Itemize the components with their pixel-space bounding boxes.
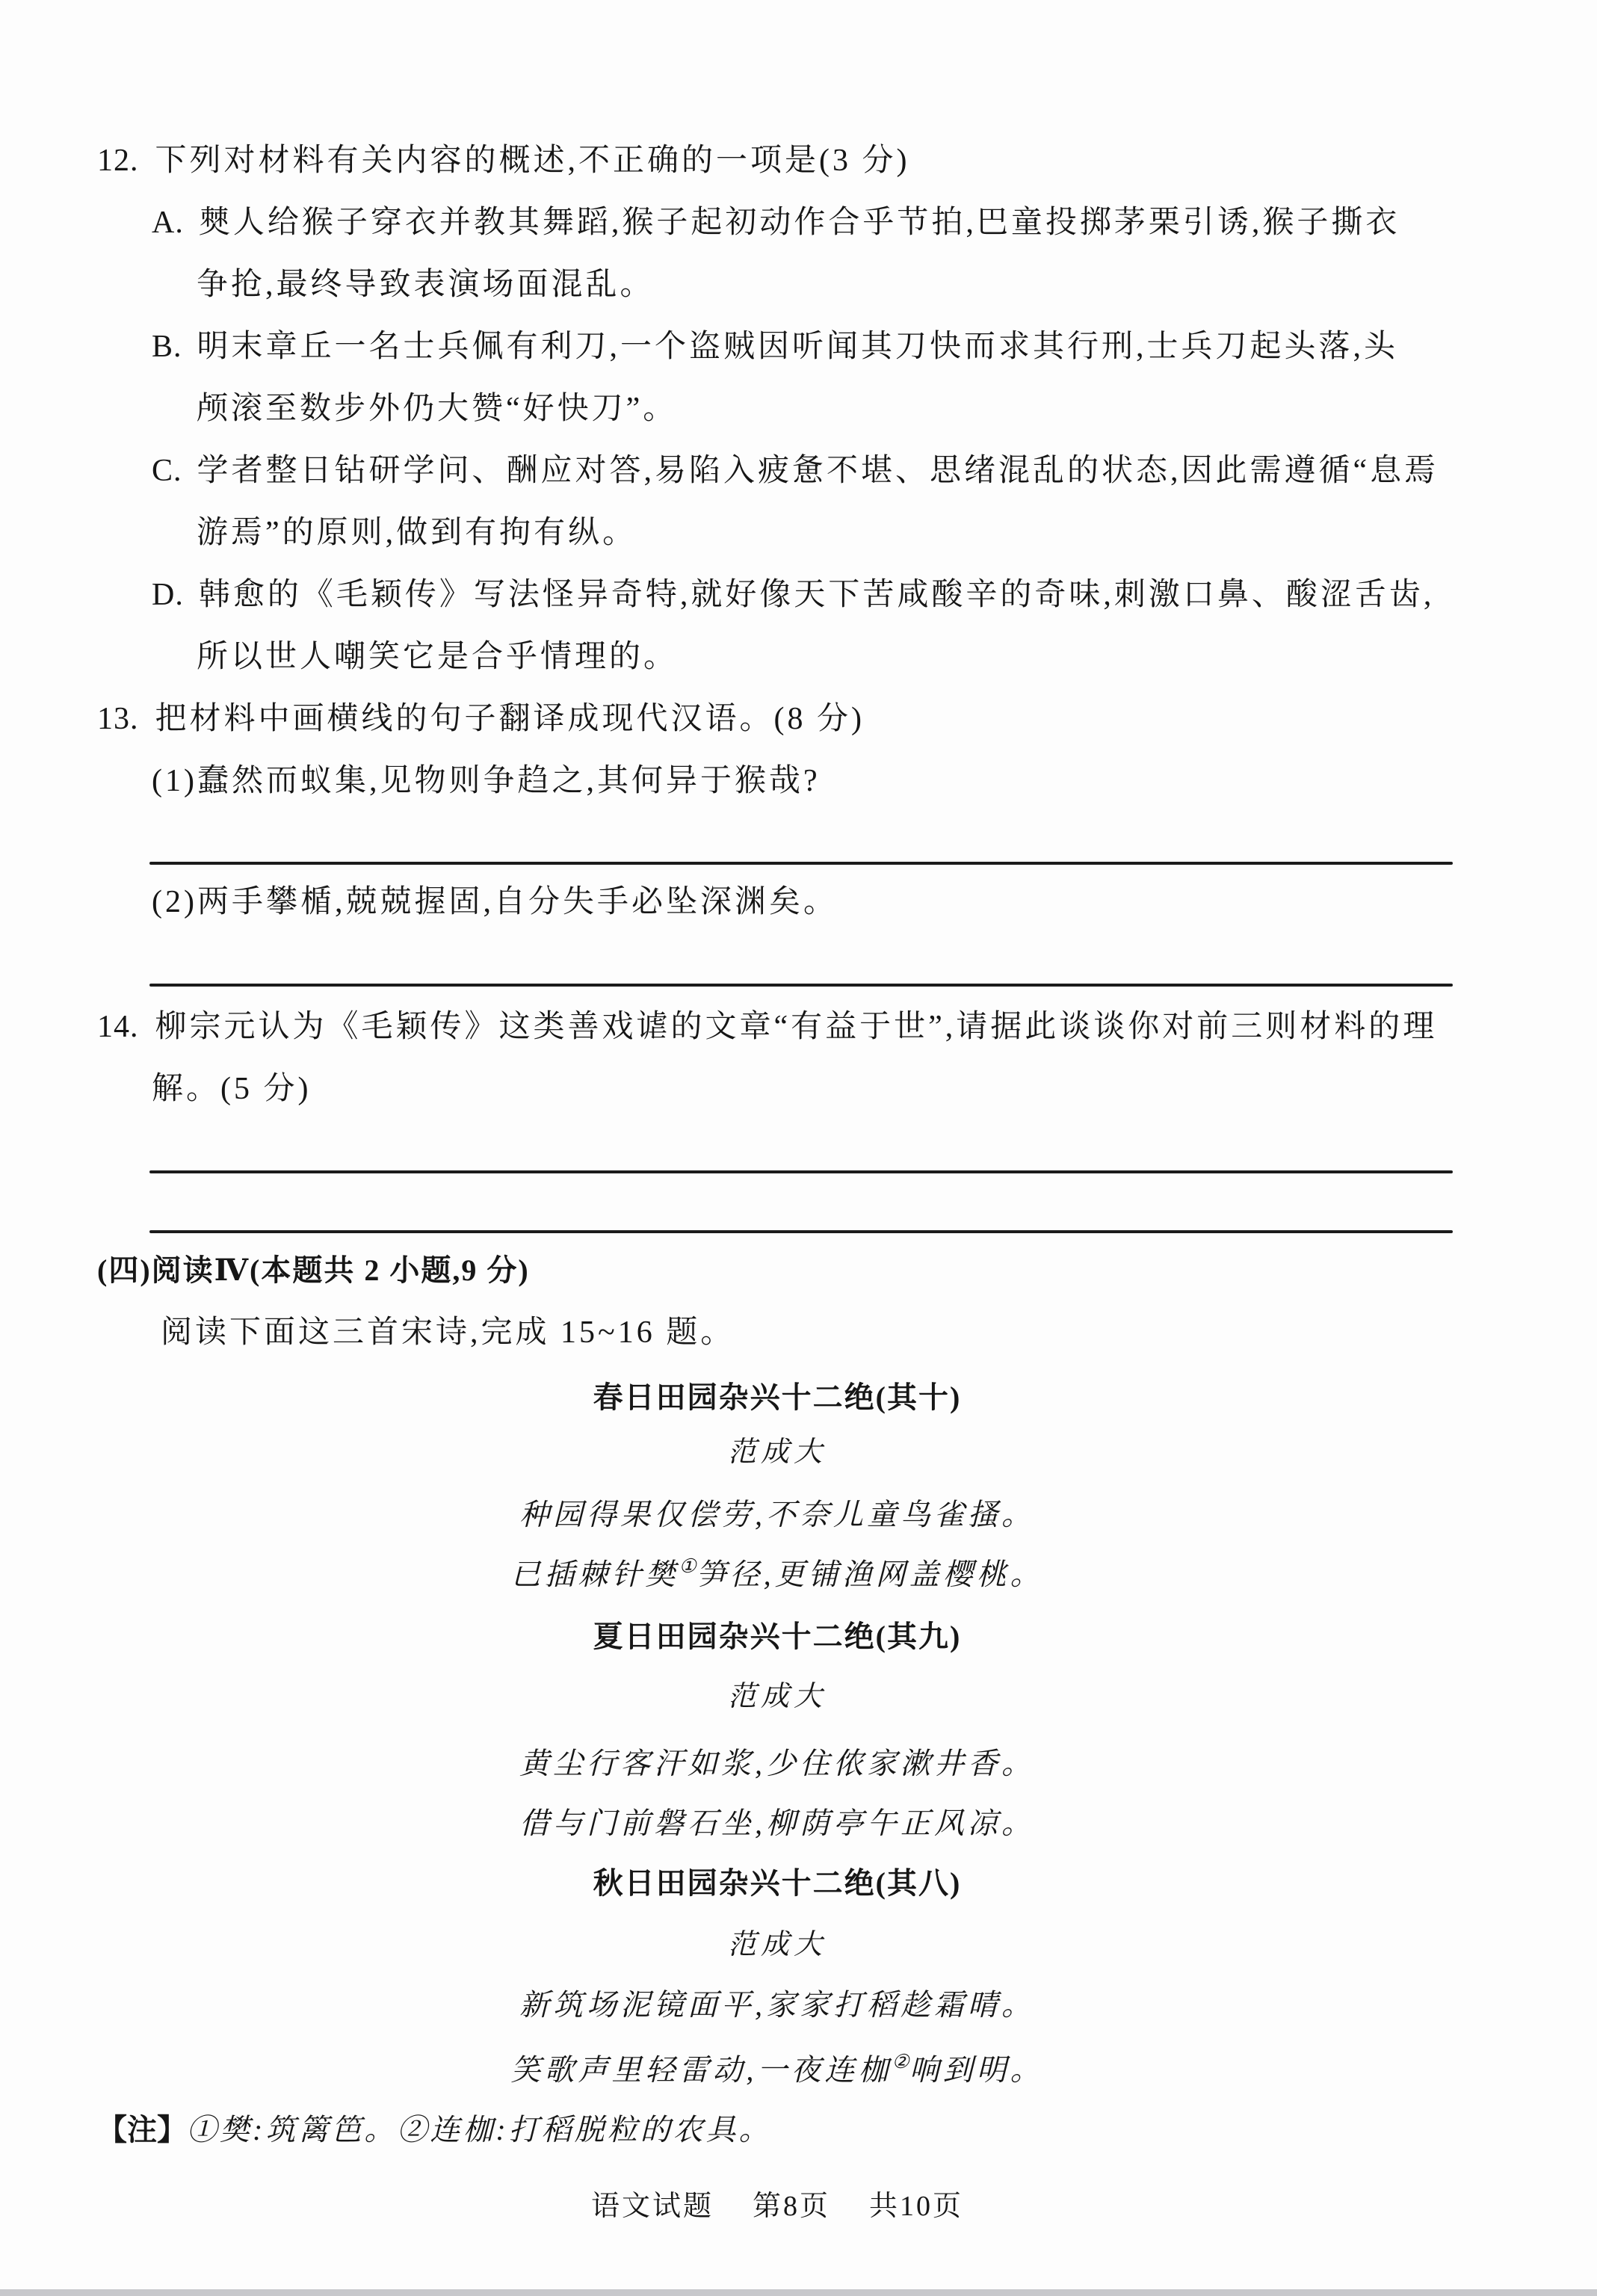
option-b-label: B.: [152, 330, 182, 364]
poem-2-verse-1-text: 黄尘行客汗如浆,少住侬家漱井香。: [519, 1747, 1035, 1780]
poem-3-title-text: 秋日田园杂兴十二绝(其八): [593, 1866, 962, 1900]
section-4-header-text: (四)阅读Ⅳ(本题共 2 小题,9 分): [97, 1253, 530, 1287]
option-a-line-1: [152, 202, 1400, 244]
option-c-line-1: [152, 450, 1439, 492]
poem-3-verse-1: [97, 1984, 1457, 2026]
poem-3-verse-2-pre: 笑歌声里轻雷动,一夜连枷: [510, 2053, 892, 2087]
question-13-sub-2: [152, 881, 838, 923]
option-a-text-2: 争抢,最终导致表演场面混乱。: [197, 268, 655, 302]
option-a-text-1: 僰人给猴子穿衣并教其舞蹈,猴子起初动作合乎节拍,巴童投掷茅栗引诱,猴子撕衣: [198, 206, 1400, 240]
answer-line-3: [149, 1170, 1453, 1173]
option-d-text-2: 所以世人嘲笑它是合乎情理的。: [197, 640, 679, 674]
footer-page-current: 第8页: [752, 2191, 830, 2222]
footnote-ref-1: ①: [679, 1555, 696, 1577]
option-d-text-1: 韩愈的《毛颖传》写法怪异奇特,就好像天下苦咸酸辛的奇味,刺激口鼻、酸涩舌齿,: [198, 578, 1435, 612]
footer-doc-title: 语文试题: [590, 2191, 714, 2222]
answer-line-4: [149, 1230, 1453, 1233]
option-b-line-2: [197, 388, 677, 430]
poem-2-verse-1: [97, 1743, 1457, 1785]
poem-1-author: [97, 1431, 1457, 1473]
option-c-line-2: [197, 512, 637, 554]
footnote-ref-2: ②: [892, 2051, 909, 2073]
section-4-header: [97, 1250, 530, 1292]
poem-footnote-text: ①樊:筑篱笆。②连枷:打稻脱粒的农具。: [187, 2113, 772, 2147]
poem-3-verse-2: [97, 2049, 1457, 2095]
answer-line-1: [149, 862, 1453, 865]
question-14-number: 14.: [97, 1010, 139, 1044]
poem-footnote-label: 【注】: [97, 2113, 187, 2147]
option-d-line-2: [197, 636, 678, 678]
section-4-intro: [161, 1312, 735, 1354]
poem-3-author-text: 范成大: [727, 1929, 827, 1960]
poem-1-verse-1-text: 种园得果仅偿劳,不奈儿童鸟雀搔。: [519, 1498, 1035, 1531]
poem-3-title: [97, 1863, 1457, 1904]
poem-2-author-text: 范成大: [727, 1681, 827, 1712]
section-4-intro-text: 阅读下面这三首宋诗,完成 15~16 题。: [161, 1315, 735, 1350]
question-14-line-2: [152, 1068, 311, 1110]
question-14-text-1: 柳宗元认为《毛颖传》这类善戏谑的文章“有益于世”,请据此谈谈你对前三则材料的理: [155, 1010, 1438, 1044]
question-12-stem-line: [97, 140, 909, 182]
option-b-line-1: [152, 326, 1398, 368]
scan-bottom-edge: [0, 2289, 1597, 2296]
option-a-label: A.: [152, 206, 184, 240]
question-13-stem: 把材料中画横线的句子翻译成现代汉语。(8 分): [155, 702, 865, 736]
poem-1-author-text: 范成大: [727, 1436, 827, 1468]
poem-3-verse-1-text: 新筑场泥镜面平,家家打稻趁霜晴。: [519, 1988, 1035, 2022]
question-12-stem: 下列对材料有关内容的概述,不正确的一项是(3 分): [155, 144, 910, 178]
page-footer: [97, 2185, 1457, 2227]
poem-3-verse-2-post: 响到明。: [909, 2053, 1044, 2087]
poem-2-verse-2-text: 借与门前磐石坐,柳荫亭午正风凉。: [519, 1806, 1035, 1840]
question-13-sub-1: [152, 760, 821, 802]
question-14-line-1: [97, 1006, 1437, 1048]
option-a-line-2: [197, 264, 655, 306]
question-12-number: 12.: [97, 144, 139, 178]
poem-1-title: [97, 1377, 1457, 1419]
answer-line-2: [149, 984, 1453, 987]
question-14-text-2: 解。(5 分): [152, 1072, 312, 1106]
poem-1-verse-2-post: 笋径,更铺渔网盖樱桃。: [696, 1558, 1044, 1591]
question-13-sub-1-text: (1)蠢然而蚁集,见物则争趋之,其何异于猴哉?: [152, 764, 821, 798]
poem-2-author: [97, 1676, 1457, 1718]
poem-1-verse-2-pre: 已插棘针樊: [510, 1558, 679, 1591]
option-c-text-2: 游焉”的原则,做到有拘有纵。: [197, 516, 637, 550]
poem-footnote: [97, 2109, 772, 2151]
poem-1-title-text: 春日田园杂兴十二绝(其十): [593, 1380, 962, 1414]
poem-3-author: [97, 1924, 1457, 1966]
question-13-sub-2-text: (2)两手攀楯,兢兢握固,自分失手必坠深渊矣。: [152, 885, 838, 919]
poem-1-verse-2: [97, 1554, 1457, 1599]
poem-2-title: [97, 1616, 1457, 1658]
option-b-text-2: 颅滚至数步外仍大赞“好快刀”。: [197, 392, 678, 426]
option-b-text-1: 明末章丘一名士兵佩有利刀,一个盗贼因听闻其刀快而求其行刑,士兵刀起头落,头: [197, 330, 1399, 364]
poem-2-verse-2: [97, 1803, 1457, 1845]
poem-2-title-text: 夏日田园杂兴十二绝(其九): [593, 1620, 962, 1653]
footer-page-total: 共10页: [869, 2191, 964, 2222]
option-d-line-1: [152, 574, 1434, 616]
option-c-text-1: 学者整日钻研学问、酬应对答,易陷入疲惫不堪、思绪混乱的状态,因此需遵循“息焉: [197, 454, 1439, 488]
question-13-stem-line: [97, 698, 865, 740]
option-d-label: D.: [152, 578, 184, 612]
question-13-number: 13.: [97, 702, 139, 736]
poem-1-verse-1: [97, 1494, 1457, 1536]
option-c-label: C.: [152, 454, 182, 488]
